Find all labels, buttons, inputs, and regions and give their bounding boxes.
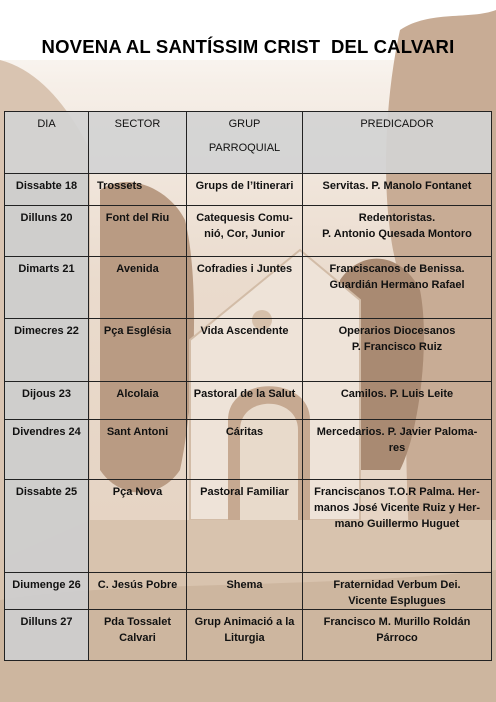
grup-cell: Vida Ascendente [187, 319, 303, 382]
page-title: NOVENA AL SANTÍSSIM CRIST DEL CALVARI [41, 36, 455, 57]
grup-cell: Shema [187, 573, 303, 610]
predicador-cell: Francisco M. Murillo Roldán Párroco [303, 610, 492, 661]
header-grup-line2: PARROQUIAL [208, 142, 281, 154]
grup-cell: Pastoral de la Salut [187, 382, 303, 420]
predicador-cell: Redentoristas. P. Antonio Quesada Montoro [303, 206, 492, 257]
header-dia: DIA [5, 112, 89, 174]
predicador-cell: Fraternidad Verbum Dei. Vicente Esplugues [303, 573, 492, 610]
table-row [5, 174, 492, 206]
table-row [5, 420, 492, 480]
header-predicador: PREDICADOR [303, 112, 492, 174]
table-row [5, 319, 492, 382]
sector-cell: Pça Església [89, 319, 187, 382]
predicador-cell: Mercedarios. P. Javier Paloma- res [303, 420, 492, 480]
dia-cell: Dimarts 21 [5, 257, 89, 319]
dia-cell: Dissabte 18 [5, 174, 89, 206]
dia-cell: Dilluns 20 [5, 206, 89, 257]
predicador-cell: Camilos. P. Luis Leite [303, 382, 492, 420]
dia-cell: Dilluns 27 [5, 610, 89, 661]
sector-cell: Pça Nova [89, 480, 187, 573]
predicador-cell: Franciscanos de Benissa. Guardián Hermano Rafael [303, 257, 492, 319]
dia-cell: Divendres 24 [5, 420, 89, 480]
grup-cell: Cofradies i Juntes [187, 257, 303, 319]
table-row [5, 573, 492, 610]
table-row [5, 610, 492, 661]
grup-cell: Grups de l’Itinerari [187, 174, 303, 206]
sector-cell: Trossets [89, 174, 187, 206]
dia-cell: Dijous 23 [5, 382, 89, 420]
dia-cell: Diumenge 26 [5, 573, 89, 610]
sector-cell: Sant Antoni [89, 420, 187, 480]
header-grup [187, 112, 303, 174]
novena-schedule-table [4, 111, 492, 661]
sector-cell: Font del Riu [89, 206, 187, 257]
dia-cell: Dimecres 22 [5, 319, 89, 382]
grup-cell: Catequesis Comu- nió, Cor, Junior [187, 206, 303, 257]
predicador-cell: Servitas. P. Manolo Fontanet [303, 174, 492, 206]
table-row [5, 480, 492, 573]
sector-cell: Pda Tossalet Calvari [89, 610, 187, 661]
dia-cell: Dissabte 25 [5, 480, 89, 573]
grup-cell: Cáritas [187, 420, 303, 480]
grup-cell: Pastoral Familiar [187, 480, 303, 573]
header-sector: SECTOR [89, 112, 187, 174]
sector-cell: Alcolaia [89, 382, 187, 420]
sector-cell: C. Jesús Pobre [89, 573, 187, 610]
grup-cell: Grup Animació a la Liturgia [187, 610, 303, 661]
predicador-cell: Franciscanos T.O.R Palma. Her- manos José Vicente Ruiz y Her- mano Guillermo Huguet [303, 480, 492, 573]
header-grup-line1: GRUP [228, 118, 261, 130]
sector-cell: Avenida [89, 257, 187, 319]
table-row [5, 382, 492, 420]
table-row [5, 206, 492, 257]
table-row [5, 257, 492, 319]
predicador-cell: Operarios Diocesanos P. Francisco Ruiz [303, 319, 492, 382]
